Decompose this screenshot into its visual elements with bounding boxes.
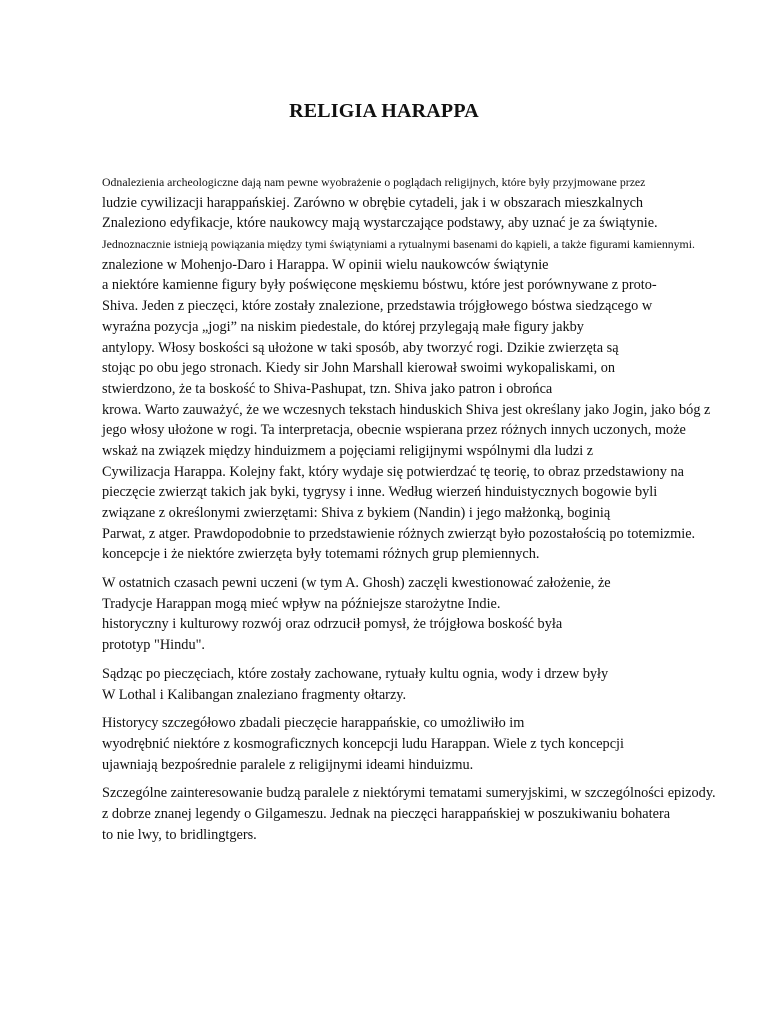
text-line: znalezione w Mohenjo-Daro i Harappa. W opinii wielu naukowców świątynie xyxy=(102,256,549,273)
text-line: z dobrze znanej legendy o Gilgameszu. Jednak na pieczęci harappańskiej w poszukiwaniu bohatera xyxy=(102,805,671,822)
text-line: Tradycje Harappan mogą mieć wpływ na późniejsze starożytne Indie. xyxy=(102,595,501,612)
paragraph xyxy=(102,172,766,565)
text-line: Szczególne zainteresowanie budzą paralele z niektórymi tematami sumeryjskimi, w szczególności epizody. xyxy=(102,785,716,802)
paragraph xyxy=(102,713,766,775)
text-line: koncepcje i że niektóre zwierzęta były totemami różnych grup plemiennych. xyxy=(102,546,540,563)
text-line: Znaleziono edyfikacje, które naukowcy mają wystarczające podstawy, aby uznać je za świątynie. xyxy=(102,215,658,232)
paragraph xyxy=(102,573,766,656)
text-line: wyodrębnić niektóre z kosmograficznych koncepcji ludu Harappan. Wiele z tych koncepcji xyxy=(102,735,624,752)
text-line: Historycy szczegółowo zbadali pieczęcie harappańskie, co umożliwiło im xyxy=(102,715,525,732)
document-title: RELIGIA HARAPPA xyxy=(289,100,479,122)
text-line: Cywilizacja Harappa. Kolejny fakt, który wydaje się potwierdzać tę teorię, to obraz przedstawiony na xyxy=(102,463,684,480)
text-line: W ostatnich czasach pewni uczeni (w tym A. Ghosh) zaczęli kwestionować założenie, że xyxy=(102,575,611,592)
text-line: a niektóre kamienne figury były poświęcone męskiemu bóstwu, które jest porównywane z proto- xyxy=(102,277,657,294)
text-line: jego włosy ułożone w rogi. Ta interpretacja, obecnie wspierana przez różnych innych uczonych, może xyxy=(102,422,686,439)
text-line: związane z określonymi zwierzętami: Shiva z bykiem (Nandin) i jego małżonką, boginią xyxy=(102,505,611,521)
text-line: ludzie cywilizacji harappańskiej. Zarówno w obrębie cytadeli, jak i w obszarach mieszkalnych xyxy=(102,194,644,211)
text-line: Shiva. Jeden z pieczęci, które zostały znalezione, przedstawia trójgłowego bóstwa siedzącego w xyxy=(102,298,653,315)
text-line: antylopy. Włosy boskości są ułożone w taki sposób, aby tworzyć rogi. Dzikie zwierzęta są xyxy=(102,339,619,356)
paragraph xyxy=(102,783,766,845)
text-line: stwierdzono, że ta boskość to Shiva-Pashupat, tzn. Shiva jako patron i obrońca xyxy=(102,380,553,397)
text-line: W Lothal i Kalibangan znaleziano fragmenty ołtarzy. xyxy=(102,686,407,703)
text-line: prototyp "Hindu". xyxy=(102,637,206,654)
document-body xyxy=(102,172,766,853)
text-line: wyraźna pozycja „jogi” na niskim piedestale, do której przylegają małe figury jakby xyxy=(102,318,584,335)
text-line: Odnalezienia archeologiczne dają nam pewne wyobrażenie o poglądach religijnych, które były przyjmowane przez xyxy=(102,175,646,189)
text-line: pieczęcie zwierząt takich jak byki, tygrysy i inne. Według wierzeń hinduistycznych bogowie byli xyxy=(102,484,658,501)
text-line: Sądząc po pieczęciach, które zostały zachowane, rytuały kultu ognia, wody i drzew były xyxy=(102,665,609,682)
text-line: to nie lwy, to bridlingtgers. xyxy=(102,826,257,843)
text-line: Parwat, z atger. Prawdopodobnie to przedstawienie różnych zwierząt było pozostałością po totemizmie. xyxy=(102,525,696,542)
text-line: Jednoznacznie istnieją powiązania między tymi świątyniami a rytualnymi basenami do kąpieli, a także figurami kamiennymi. xyxy=(102,237,695,252)
text-line: wskaż na związek między hinduizmem a pojęciami religijnymi wspólnymi dla ludzi z xyxy=(102,442,594,459)
text-line: stojąc po obu jego stronach. Kiedy sir John Marshall kierował swoimi wykopaliskami, on xyxy=(102,360,616,377)
text-line: krowa. Warto zauważyć, że we wczesnych tekstach hinduskich Shiva jest określany jako Jogin, jako bóg z xyxy=(102,401,711,418)
text-line: ujawniają bezpośrednie paralele z religijnymi ideami hinduizmu. xyxy=(102,756,474,773)
text-line: historyczny i kulturowy rozwój oraz odrzucił pomysł, że trójgłowa boskość była xyxy=(102,616,563,633)
paragraph xyxy=(102,664,766,705)
